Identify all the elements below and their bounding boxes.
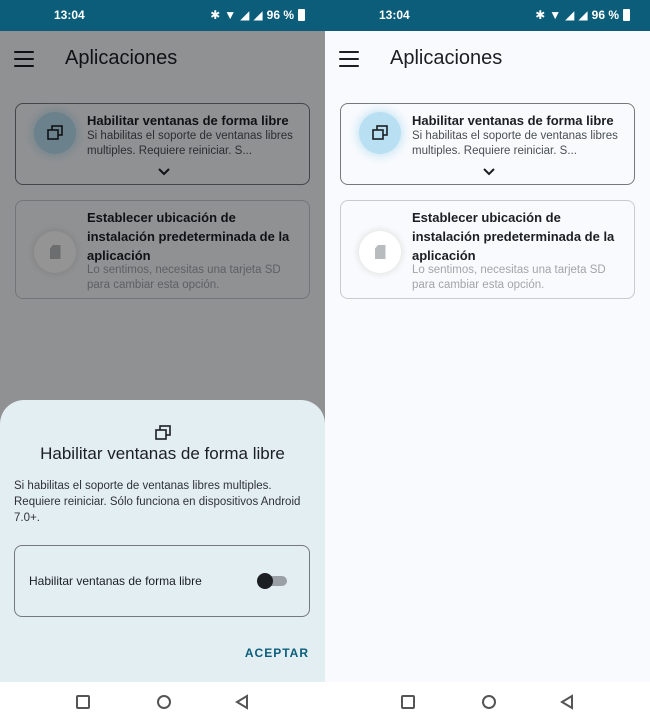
status-time: 13:04: [379, 8, 410, 22]
battery-percent: 96 %: [591, 8, 619, 22]
battery-percent: 96 %: [266, 8, 294, 22]
home-icon[interactable]: [157, 695, 171, 709]
app-screen: [325, 31, 650, 682]
freeform-window-icon: [155, 425, 171, 446]
bluetooth-icon: ✱: [210, 8, 221, 22]
battery-icon: [298, 9, 305, 21]
signal-icon: ◢: [565, 8, 575, 22]
wifi-icon: ▼: [549, 8, 562, 22]
toggle-label: Habilitar ventanas de forma libre: [29, 574, 202, 588]
card-title: Establecer ubicación de instalación predeterminada de la aplicación: [87, 210, 290, 263]
app-bar: [325, 31, 650, 87]
accept-button[interactable]: ACEPTAR: [244, 646, 309, 660]
status-bar: [325, 0, 650, 31]
recents-icon[interactable]: [76, 695, 90, 709]
menu-icon[interactable]: [339, 51, 359, 67]
card-description: Lo sentimos, necesitas una tarjeta SD para cambiar esta opción.: [412, 264, 606, 291]
page-title: Aplicaciones: [390, 47, 503, 69]
status-time: 13:04: [54, 8, 85, 22]
card-description: Si habilitas el soporte de ventanas libres multiples. Requiere reiniciar. S...: [412, 130, 618, 157]
battery-icon: [623, 9, 630, 21]
back-icon[interactable]: [234, 694, 250, 710]
status-bar: [0, 0, 325, 31]
system-nav-bar: [325, 682, 650, 722]
install-location-card: [340, 200, 635, 299]
dialog-title: Habilitar ventanas de forma libre: [40, 444, 285, 463]
card-description: Lo sentimos, necesitas una tarjeta SD para cambiar esta opción.: [87, 264, 281, 291]
signal-icon: ◢: [253, 8, 263, 22]
freeform-toggle-row[interactable]: [14, 545, 310, 617]
bottom-sheet-dialog: [0, 400, 325, 682]
card-title: Establecer ubicación de instalación predeterminada de la aplicación: [412, 210, 615, 263]
card-title: Habilitar ventanas de forma libre: [412, 113, 614, 128]
dialog-description: Si habilitas el soporte de ventanas libres multiples. Requiere reiniciar. Sólo funciona en dispositivos Android 7.0+.: [14, 480, 301, 524]
card-description: Si habilitas el soporte de ventanas libres multiples. Requiere reiniciar. S...: [87, 130, 293, 157]
card-title: Habilitar ventanas de forma libre: [87, 113, 289, 128]
phone-settings-list: [325, 0, 650, 722]
page-title: Aplicaciones: [65, 47, 178, 69]
freeform-setting-card[interactable]: [340, 103, 635, 185]
bluetooth-icon: ✱: [535, 8, 546, 22]
wifi-icon: ▼: [224, 8, 237, 22]
back-icon[interactable]: [559, 694, 575, 710]
freeform-window-icon: [359, 112, 401, 154]
recents-icon[interactable]: [401, 695, 415, 709]
signal-icon: ◢: [578, 8, 588, 22]
home-icon[interactable]: [482, 695, 496, 709]
system-nav-bar: [0, 682, 325, 722]
chevron-down-icon[interactable]: [483, 166, 495, 178]
freeform-toggle-switch[interactable]: [257, 573, 287, 589]
signal-icon: ◢: [240, 8, 250, 22]
sd-card-icon: [359, 231, 401, 273]
